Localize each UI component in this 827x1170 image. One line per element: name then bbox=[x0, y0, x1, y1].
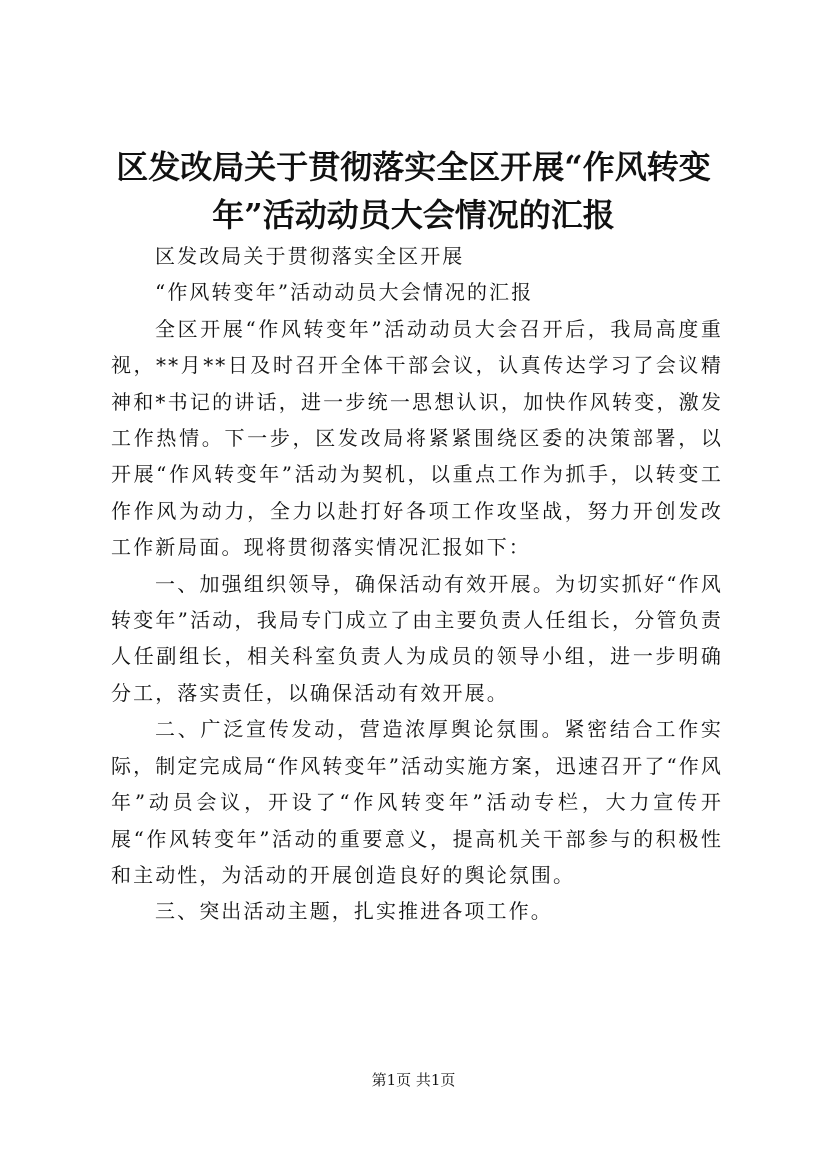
document-body bbox=[111, 238, 723, 930]
subtitle-line-2: “作风转变年”活动动员大会情况的汇报 bbox=[155, 280, 534, 305]
intro-paragraph: 全区开展“作风转变年”活动动员大会召开后，我局高度重视，**月**日及时召开全体干部会议，认真传达学习了会议精神和*书记的讲话，进一步统一思想认识，加快作风转变，激发工作热情。下一步，区发改局将紧紧围绕区委的决策部署，以开展“作风转变年”活动为契机，以重点工作为抓手，以转变工作作风为动力，全力以赴打好各项工作攻坚战，努力开创发改工作新局面。现将贯彻落实情况汇报如下： bbox=[111, 316, 723, 560]
document-title: 区发改局关于贯彻落实全区开展“作风转变年”活动动员大会情况的汇报 bbox=[116, 148, 711, 234]
section-one-paragraph: 一、加强组织领导，确保活动有效开展。为切实抓好“作风转变年”活动，我局专门成立了由主要负责人任组长，分管负责人任副组长，相关科室负责人为成员的领导小组，进一步明确分工，落实责任，以确保活动有效开展。 bbox=[111, 571, 723, 705]
section-three-paragraph: 三、突出活动主题，扎实推进各项工作。 bbox=[155, 899, 553, 924]
page-number-footer: 第1页 共1页 bbox=[371, 1071, 456, 1089]
subtitle-line-1: 区发改局关于贯彻落实全区开展 bbox=[155, 244, 465, 268]
section-two-paragraph: 二、广泛宣传发动，营造浓厚舆论氛围。紧密结合工作实际，制定完成局“作风转变年”活动实施方案，迅速召开了“作风年”动员会议，开设了“作风转变年”活动专栏，大力宣传开展“作风转变年”活动的重要意义，提高机关干部参与的积极性和主动性，为活动的开展创造良好的舆论氛围。 bbox=[111, 717, 723, 887]
